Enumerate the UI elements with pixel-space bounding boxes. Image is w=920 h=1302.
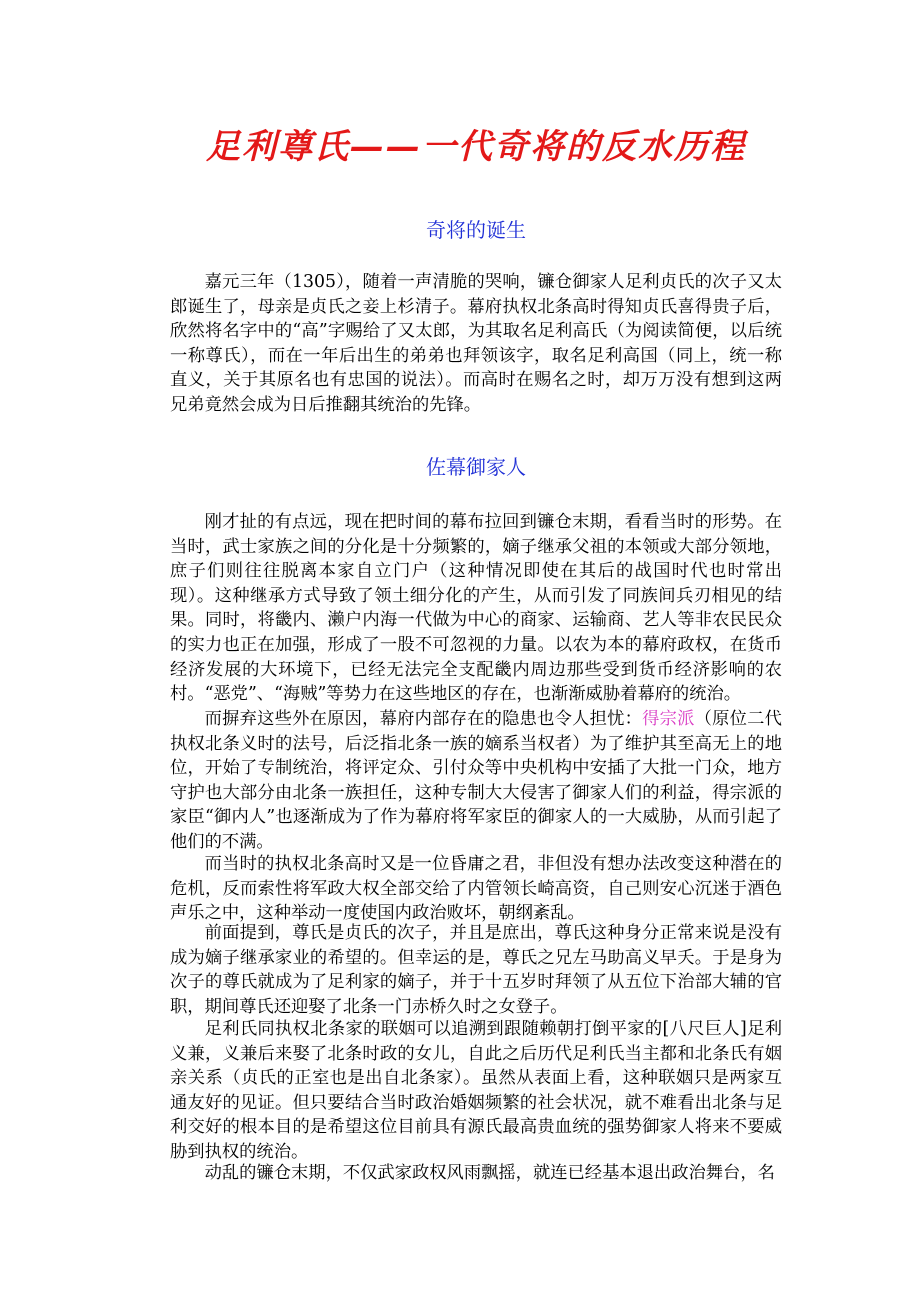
paragraph-heir: 前面提到，尊氏是贞氏的次子，并且是庶出，尊氏这种身分正常来说是没有成为嫡子继承家业的希望的。但幸运的是，尊氏之兄左马助高义早夭。于是身为次子的尊氏就成为了足利家的嫡子，并于十五岁时拜领了从五位下治部大辅的官职，期间尊氏还迎娶了北条一门赤桥久时之女登子。 <box>170 923 782 1017</box>
paragraph-tokuso-rest: （原位二代执权北条义时的法号，后泛指北条一族的嫡系当权者）为了维护其至高无上的地位，开始了专制统治，将评定众、引付众等中央机构中安插了大批一门众，地方守护也大部分由北条一族担任，这种专制大大侵害了御家人们的利益，得宗派的家臣“御内人”也逐渐成为了作为幕府将军家臣的御家人的一大威胁，从而引起了他们的不满。 <box>170 709 782 852</box>
section-heading-birth: 奇将的诞生 <box>426 218 526 242</box>
page-title: 足利尊氏——一代奇将的反水历程 <box>206 127 746 167</box>
paragraph-takatoki: 而当时的执权北条高时又是一位昏庸之君，非但没有想办法改变这种潜在的危机，反而索性将军政大权全部交给了内管领长崎高资，自己则安心沉迷于酒色声乐之中，这种举动一度使国内政治败坏，朝纲紊乱。 <box>170 854 782 924</box>
paragraph-tokuso-lead: 而摒弃这些外在原因，幕府内部存在的隐患也令人担忧： <box>204 709 643 729</box>
paragraph-tokuso <box>170 707 782 855</box>
paragraph-marriage: 足利氏同执权北条家的联姻可以追溯到跟随赖朝打倒平家的[八尺巨人]足利义兼，义兼后来娶了北条时政的女儿，自此之后历代足利氏当主都和北条氏有姻亲关系（贞氏的正室也是出自北条家）。虽然从表面上看，这种联姻只是两家互通友好的见证。但只要结合当时政治婚姻频繁的社会状况，就不难看出北条与足利交好的根本目的是希望这位目前具有源氏最高贵血统的强势御家人将来不要威胁到执权的统治。 <box>170 1019 782 1162</box>
section-heading-vassal: 佐幕御家人 <box>426 455 526 479</box>
paragraph-turmoil: 动乱的镰仓末期，不仅武家政权风雨飘摇，就连已经基本退出政治舞台，名 <box>204 1163 775 1183</box>
paragraph-era: 刚才扯的有点远，现在把时间的幕布拉回到镰仓末期，看看当时的形势。在当时，武士家族之间的分化是十分频繁的，嫡子继承父祖的本领或大部分领地，庶子们则往往脱离本家自立门户（这种情况即使在其后的战国时代也时常出现）。这种继承方式导致了领土细分化的产生，从而引发了同族间兵刃相见的结果。同时，将畿内、濑户内海一代做为中心的商家、运输商、艺人等非农民民众的实力也正在加强，形成了一股不可忽视的力量。以农为本的幕府政权，在货币经济发展的大环境下，已经无法完全支配畿内周边那些受到货币经济影响的农村。“恶党”、“海贼”等势力在这些地区的存在，也渐渐威胁着幕府的统治。 <box>170 512 782 705</box>
paragraph-birth: 嘉元三年（1305），随着一声清脆的哭响，镰仓御家人足利贞氏的次子又太郎诞生了，母亲是贞氏之妾上杉清子。幕府执权北条高时得知贞氏喜得贵子后，欣然将名字中的“高”字赐给了又太郎，为其取名足利高氏（为阅读简便，以后统一称尊氏），而在一年后出生的弟弟也拜领该字，取名足利高国（同上，统一称直义，关于其原名也有忠国的说法）。而高时在赐名之时，却万万没有想到这两兄弟竟然会成为日后推翻其统治的先锋。 <box>170 272 782 415</box>
tokuso-link[interactable]: 得宗派 <box>642 709 695 729</box>
